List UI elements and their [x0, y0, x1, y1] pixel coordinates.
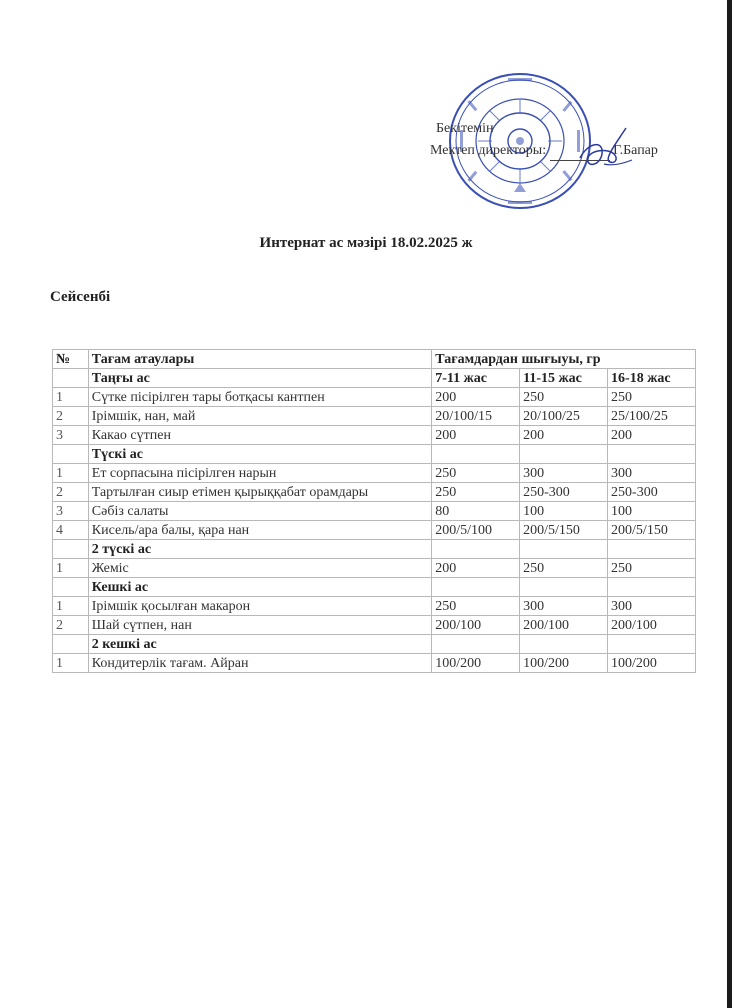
table-row: [53, 559, 696, 578]
portion-value: 80: [432, 502, 520, 521]
portion-value: 100: [608, 502, 696, 521]
table-row: [53, 407, 696, 426]
meal-name: 2 кешкі ас: [88, 635, 431, 654]
table-cell: [520, 540, 608, 559]
age-group-header: 11-15 жас: [520, 369, 608, 388]
table-row: [53, 502, 696, 521]
director-label: Мектеп директоры:: [430, 142, 547, 158]
portion-value: 250: [608, 559, 696, 578]
portion-value: 200: [432, 426, 520, 445]
handwritten-signature: [574, 124, 644, 176]
dish-name: Шай сүтпен, нан: [88, 616, 431, 635]
portion-value: 100: [520, 502, 608, 521]
table-cell: [608, 635, 696, 654]
table-cell: [432, 578, 520, 597]
weekday-heading: Сейсенбі: [50, 289, 111, 305]
portion-value: 20/100/25: [520, 407, 608, 426]
meal-name: Түскі ас: [88, 445, 431, 464]
portion-value: 200/5/150: [608, 521, 696, 540]
document-title: Интернат ас мәзірі 18.02.2025 ж: [259, 235, 473, 251]
table-cell: [53, 540, 89, 559]
director-name: Г.Бапар: [613, 142, 658, 158]
row-number: 1: [53, 597, 89, 616]
portion-value: 250: [432, 597, 520, 616]
table-cell: [520, 635, 608, 654]
row-number: 1: [53, 559, 89, 578]
approval-line: Бекітемін: [436, 121, 494, 136]
portion-value: 250: [432, 464, 520, 483]
table-cell: [53, 635, 89, 654]
table-row: [53, 597, 696, 616]
table-cell: [53, 445, 89, 464]
portion-value: 25/100/25: [608, 407, 696, 426]
portion-value: 20/100/15: [432, 407, 520, 426]
portion-value: 300: [608, 597, 696, 616]
row-number: 1: [53, 388, 89, 407]
table-row: [53, 483, 696, 502]
portion-value: 200: [520, 426, 608, 445]
portion-value: 300: [608, 464, 696, 483]
table-cell: [520, 578, 608, 597]
table-row: [53, 464, 696, 483]
table-cell: [432, 635, 520, 654]
dish-name: Тартылған сиыр етімен қырыққабат орамдары: [88, 483, 431, 502]
dish-name: Сүтке пісірілген тары ботқасы кантпен: [88, 388, 431, 407]
portion-value: 250-300: [608, 483, 696, 502]
row-number: 3: [53, 426, 89, 445]
dish-name: Кисель/ара балы, қара нан: [88, 521, 431, 540]
portion-value: 250: [520, 388, 608, 407]
portion-value: 100/200: [520, 654, 608, 673]
portion-value: 200/5/100: [432, 521, 520, 540]
dish-name: Ірімшік, нан, май: [88, 407, 431, 426]
dish-name: Сәбіз салаты: [88, 502, 431, 521]
row-number: 2: [53, 616, 89, 635]
table-cell: [520, 445, 608, 464]
table-row: [53, 521, 696, 540]
portion-value: 200/100: [608, 616, 696, 635]
table-header-row: [53, 350, 696, 369]
portion-value: 250: [520, 559, 608, 578]
table-row: [53, 654, 696, 673]
row-number: 1: [53, 464, 89, 483]
row-number: 1: [53, 654, 89, 673]
portion-value: 100/200: [608, 654, 696, 673]
portion-value: 200/5/150: [520, 521, 608, 540]
meal-section-row: [53, 635, 696, 654]
meal-name: Кешкі ас: [88, 578, 431, 597]
scan-edge: [727, 0, 732, 1008]
table-cell: [53, 369, 89, 388]
table-cell: [608, 540, 696, 559]
portion-value: 250-300: [520, 483, 608, 502]
column-header-dish-name: Тағам атаулары: [88, 350, 431, 369]
portion-value: 200/100: [520, 616, 608, 635]
row-number: 3: [53, 502, 89, 521]
age-group-header: 7-11 жас: [432, 369, 520, 388]
meal-section-row: [53, 540, 696, 559]
row-number: 4: [53, 521, 89, 540]
portion-value: 200/100: [432, 616, 520, 635]
portion-value: 200: [432, 559, 520, 578]
meal-section-row: [53, 369, 696, 388]
meal-section-row: [53, 445, 696, 464]
portion-value: 250: [608, 388, 696, 407]
table-row: [53, 616, 696, 635]
table-row: [53, 388, 696, 407]
row-number: 2: [53, 407, 89, 426]
table-cell: [432, 445, 520, 464]
age-group-header: 16-18 жас: [608, 369, 696, 388]
dish-name: Жеміс: [88, 559, 431, 578]
dish-name: Какао сүтпен: [88, 426, 431, 445]
table-cell: [432, 540, 520, 559]
portion-value: 300: [520, 464, 608, 483]
portion-value: 200: [608, 426, 696, 445]
table-cell: [53, 578, 89, 597]
dish-name: Кондитерлік тағам. Айран: [88, 654, 431, 673]
meal-name: Таңғы ас: [88, 369, 431, 388]
portion-value: 100/200: [432, 654, 520, 673]
meal-section-row: [53, 578, 696, 597]
meal-name: 2 түскі ас: [88, 540, 431, 559]
portion-value: 200: [432, 388, 520, 407]
table-row: [53, 426, 696, 445]
dish-name: Ірімшік қосылған макарон: [88, 597, 431, 616]
column-header-number: №: [53, 350, 89, 369]
portion-value: 300: [520, 597, 608, 616]
portion-value: 250: [432, 483, 520, 502]
table-cell: [608, 578, 696, 597]
dish-name: Ет сорпасына пісірілген нарын: [88, 464, 431, 483]
column-header-output: Тағамдардан шығыуы, гр: [432, 350, 696, 369]
menu-table: [52, 349, 696, 673]
table-cell: [608, 445, 696, 464]
row-number: 2: [53, 483, 89, 502]
